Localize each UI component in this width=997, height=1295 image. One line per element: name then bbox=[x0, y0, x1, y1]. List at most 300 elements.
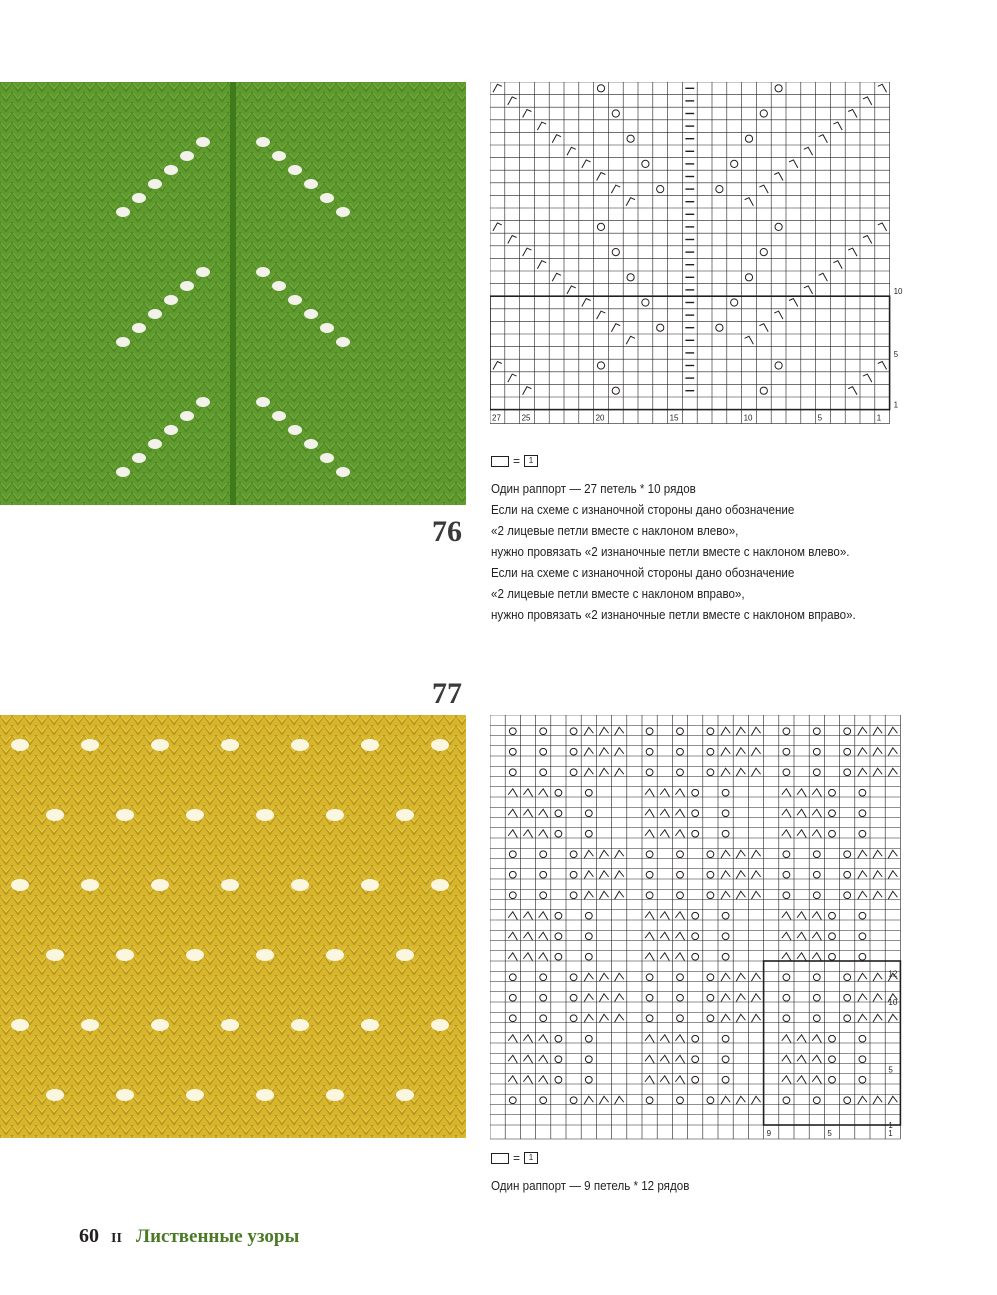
yarn-over-icon bbox=[707, 769, 714, 776]
k2tog-left-icon bbox=[508, 236, 517, 244]
yarn-over-icon bbox=[829, 810, 836, 817]
decrease-icon bbox=[523, 809, 532, 817]
eyelet-hole bbox=[180, 281, 194, 291]
k2tog-left-icon bbox=[582, 160, 591, 168]
k2tog-right-icon bbox=[804, 147, 813, 155]
eyelet-hole bbox=[396, 809, 414, 821]
eyelet-hole bbox=[288, 425, 302, 435]
yarn-over-icon bbox=[657, 186, 664, 193]
decrease-icon bbox=[782, 1055, 791, 1063]
col-label: 9 bbox=[766, 1129, 772, 1138]
eyelet-hole bbox=[148, 309, 162, 319]
k2tog-right-icon bbox=[774, 173, 783, 181]
decrease-icon bbox=[508, 912, 517, 920]
decrease-icon bbox=[858, 727, 867, 735]
eyelet-hole bbox=[116, 207, 130, 217]
row-label: 1 bbox=[893, 400, 899, 410]
eyelet-hole bbox=[326, 1089, 344, 1101]
yarn-over-icon bbox=[555, 810, 562, 817]
yarn-over-icon bbox=[555, 789, 562, 796]
eyelet-hole bbox=[326, 809, 344, 821]
eyelet-hole bbox=[116, 337, 130, 347]
decrease-icon bbox=[660, 932, 669, 940]
yarn-over-icon bbox=[707, 892, 714, 899]
yarn-over-icon bbox=[509, 851, 516, 858]
pattern-number-77: 77 bbox=[432, 677, 462, 710]
eyelet-hole bbox=[304, 439, 318, 449]
footer-separator: II bbox=[111, 1231, 122, 1246]
k2tog-right-icon bbox=[848, 110, 857, 118]
decrease-icon bbox=[812, 1055, 821, 1063]
yarn-over-icon bbox=[509, 871, 516, 878]
eyelet-hole bbox=[361, 739, 379, 751]
decrease-icon bbox=[812, 1035, 821, 1043]
decrease-icon bbox=[797, 1076, 806, 1084]
yarn-over-icon bbox=[677, 1015, 684, 1022]
yarn-over-icon bbox=[646, 974, 653, 981]
eyelet-hole bbox=[11, 739, 29, 751]
yarn-over-icon bbox=[844, 728, 851, 735]
decrease-icon bbox=[599, 850, 608, 858]
yarn-over-icon bbox=[540, 974, 547, 981]
decrease-icon bbox=[782, 1076, 791, 1084]
decrease-icon bbox=[812, 912, 821, 920]
yarn-over-icon bbox=[692, 1035, 699, 1042]
decrease-icon bbox=[721, 994, 730, 1002]
decrease-icon bbox=[539, 809, 548, 817]
eyelet-hole bbox=[256, 949, 274, 961]
decrease-icon bbox=[523, 932, 532, 940]
yarn-over-icon bbox=[692, 830, 699, 837]
yarn-over-icon bbox=[844, 748, 851, 755]
col-label: 10 bbox=[743, 413, 753, 423]
col-label: 27 bbox=[492, 413, 501, 423]
decrease-icon bbox=[736, 871, 745, 879]
yarn-over-icon bbox=[612, 387, 619, 394]
decrease-icon bbox=[873, 1096, 882, 1104]
yarn-over-icon bbox=[646, 871, 653, 878]
yarn-over-icon bbox=[570, 728, 577, 735]
decrease-icon bbox=[736, 748, 745, 756]
decrease-icon bbox=[523, 953, 532, 961]
eyelet-hole bbox=[81, 879, 99, 891]
yarn-over-icon bbox=[585, 1076, 592, 1083]
yarn-over-icon bbox=[692, 1076, 699, 1083]
yarn-over-icon bbox=[813, 892, 820, 899]
k2tog-right-icon bbox=[789, 299, 798, 307]
yarn-over-icon bbox=[570, 1015, 577, 1022]
decrease-icon bbox=[675, 1076, 684, 1084]
decrease-icon bbox=[751, 973, 760, 981]
eyelet-hole bbox=[132, 193, 146, 203]
eyelet-hole bbox=[396, 1089, 414, 1101]
yarn-over-icon bbox=[844, 974, 851, 981]
k2tog-left-icon bbox=[582, 299, 591, 307]
yarn-over-icon bbox=[859, 912, 866, 919]
decrease-icon bbox=[797, 809, 806, 817]
yarn-over-icon bbox=[859, 789, 866, 796]
eyelet-hole bbox=[320, 323, 334, 333]
eyelet-hole bbox=[11, 879, 29, 891]
decrease-icon bbox=[584, 994, 593, 1002]
yarn-over-icon bbox=[844, 1015, 851, 1022]
eyelet-hole bbox=[361, 879, 379, 891]
empty-cell-icon bbox=[491, 1153, 509, 1164]
eyelet-hole bbox=[291, 739, 309, 751]
knit-texture-76 bbox=[0, 82, 466, 505]
row-label: 10 bbox=[893, 287, 903, 297]
yarn-over-icon bbox=[646, 1097, 653, 1104]
eyelet-hole bbox=[336, 467, 350, 477]
eyelet-hole bbox=[221, 879, 239, 891]
yarn-over-icon bbox=[813, 994, 820, 1001]
decrease-icon bbox=[782, 912, 791, 920]
yarn-over-icon bbox=[540, 1097, 547, 1104]
decrease-icon bbox=[797, 1055, 806, 1063]
yarn-over-icon bbox=[646, 769, 653, 776]
eyelet-hole bbox=[148, 179, 162, 189]
decrease-icon bbox=[645, 953, 654, 961]
decrease-icon bbox=[615, 1096, 624, 1104]
yarn-over-icon bbox=[783, 769, 790, 776]
yarn-over-icon bbox=[722, 830, 729, 837]
decrease-icon bbox=[675, 1055, 684, 1063]
eyelet-hole bbox=[164, 295, 178, 305]
yarn-over-icon bbox=[829, 933, 836, 940]
decrease-icon bbox=[721, 1096, 730, 1104]
legend-76 bbox=[491, 455, 538, 467]
col-label: 1 bbox=[876, 413, 882, 423]
yarn-over-icon bbox=[555, 912, 562, 919]
yarn-over-icon bbox=[570, 871, 577, 878]
eyelet-hole bbox=[196, 397, 210, 407]
yarn-over-icon bbox=[677, 994, 684, 1001]
yarn-over-icon bbox=[540, 769, 547, 776]
k2tog-right-icon bbox=[804, 286, 813, 294]
decrease-icon bbox=[751, 768, 760, 776]
yarn-over-icon bbox=[813, 1015, 820, 1022]
yarn-over-icon bbox=[597, 223, 604, 230]
k2tog-left-icon bbox=[597, 173, 606, 181]
chart-grid bbox=[490, 715, 900, 1139]
decrease-icon bbox=[599, 1014, 608, 1022]
yarn-over-icon bbox=[760, 249, 767, 256]
yarn-over-icon bbox=[813, 851, 820, 858]
decrease-icon bbox=[645, 1055, 654, 1063]
yarn-over-icon bbox=[570, 748, 577, 755]
row-label: 10 bbox=[888, 998, 898, 1007]
decrease-icon bbox=[888, 871, 897, 879]
yarn-over-icon bbox=[692, 912, 699, 919]
yarn-over-icon bbox=[722, 789, 729, 796]
yarn-over-icon bbox=[844, 1097, 851, 1104]
decrease-icon bbox=[508, 1055, 517, 1063]
yarn-over-icon bbox=[555, 1056, 562, 1063]
eyelet-hole bbox=[11, 1019, 29, 1031]
eyelet-hole bbox=[186, 1089, 204, 1101]
yarn-over-icon bbox=[585, 912, 592, 919]
k2tog-right-icon bbox=[759, 185, 768, 193]
yarn-over-icon bbox=[829, 1076, 836, 1083]
yarn-over-icon bbox=[555, 830, 562, 837]
description-line: нужно провязать «2 изнаночные петли вместе с наклоном вправо». bbox=[491, 607, 856, 622]
yarn-over-icon bbox=[677, 748, 684, 755]
decrease-icon bbox=[615, 1014, 624, 1022]
yarn-over-icon bbox=[783, 1097, 790, 1104]
eyelet-hole bbox=[272, 411, 286, 421]
swatch-photo-77 bbox=[0, 715, 466, 1138]
k2tog-left-icon bbox=[626, 198, 635, 206]
decrease-icon bbox=[782, 932, 791, 940]
decrease-icon bbox=[858, 891, 867, 899]
decrease-icon bbox=[858, 994, 867, 1002]
decrease-icon bbox=[615, 748, 624, 756]
yarn-over-icon bbox=[775, 85, 782, 92]
k2tog-left-icon bbox=[552, 135, 561, 143]
k2tog-left-icon bbox=[567, 286, 576, 294]
page-footer bbox=[79, 1225, 299, 1248]
decrease-icon bbox=[812, 789, 821, 797]
decrease-icon bbox=[584, 727, 593, 735]
empty-cell-icon bbox=[491, 456, 509, 467]
k2tog-right-icon bbox=[774, 311, 783, 319]
decrease-icon bbox=[873, 850, 882, 858]
yarn-over-icon bbox=[859, 1056, 866, 1063]
decrease-icon bbox=[797, 830, 806, 838]
k2tog-left-icon bbox=[493, 84, 502, 92]
decrease-icon bbox=[615, 973, 624, 981]
decrease-icon bbox=[584, 748, 593, 756]
decrease-icon bbox=[797, 789, 806, 797]
eyelet-hole bbox=[132, 323, 146, 333]
description-line: Один раппорт — 27 петель * 10 рядов bbox=[491, 481, 696, 496]
decrease-icon bbox=[782, 830, 791, 838]
legend-equals: = bbox=[513, 453, 521, 468]
k2tog-right-icon bbox=[833, 261, 842, 269]
yarn-over-icon bbox=[783, 728, 790, 735]
yarn-over-icon bbox=[707, 994, 714, 1001]
yarn-over-icon bbox=[585, 789, 592, 796]
eyelet-hole bbox=[180, 411, 194, 421]
decrease-icon bbox=[812, 830, 821, 838]
yarn-over-icon bbox=[692, 810, 699, 817]
k2tog-right-icon bbox=[878, 223, 887, 231]
yarn-over-icon bbox=[707, 974, 714, 981]
eyelet-hole bbox=[288, 165, 302, 175]
yarn-over-icon bbox=[707, 728, 714, 735]
chart-symbols bbox=[493, 84, 887, 394]
eyelet-hole bbox=[81, 739, 99, 751]
yarn-over-icon bbox=[722, 810, 729, 817]
decrease-icon bbox=[599, 768, 608, 776]
swatch-photo-76 bbox=[0, 82, 466, 505]
k2tog-left-icon bbox=[537, 261, 546, 269]
k2tog-left-icon bbox=[523, 387, 532, 395]
yarn-over-icon bbox=[775, 223, 782, 230]
decrease-icon bbox=[721, 871, 730, 879]
col-label: 20 bbox=[595, 413, 605, 423]
row-label: 5 bbox=[893, 350, 899, 360]
yarn-over-icon bbox=[844, 994, 851, 1001]
eyelet-hole bbox=[396, 949, 414, 961]
yarn-over-icon bbox=[859, 953, 866, 960]
yarn-over-icon bbox=[570, 1097, 577, 1104]
decrease-icon bbox=[888, 727, 897, 735]
eyelet-hole bbox=[221, 1019, 239, 1031]
decrease-icon bbox=[721, 768, 730, 776]
decrease-icon bbox=[782, 789, 791, 797]
decrease-icon bbox=[782, 809, 791, 817]
yarn-over-icon bbox=[783, 974, 790, 981]
decrease-icon bbox=[615, 891, 624, 899]
decrease-icon bbox=[751, 1014, 760, 1022]
decrease-icon bbox=[858, 850, 867, 858]
decrease-icon bbox=[508, 932, 517, 940]
decrease-icon bbox=[645, 912, 654, 920]
k2tog-right-icon bbox=[819, 135, 828, 143]
yarn-over-icon bbox=[509, 1097, 516, 1104]
yarn-over-icon bbox=[509, 748, 516, 755]
decrease-icon bbox=[660, 912, 669, 920]
decrease-icon bbox=[599, 748, 608, 756]
decrease-icon bbox=[858, 748, 867, 756]
decrease-icon bbox=[873, 1014, 882, 1022]
yarn-over-icon bbox=[707, 748, 714, 755]
yarn-over-icon bbox=[597, 362, 604, 369]
decrease-icon bbox=[888, 850, 897, 858]
k2tog-right-icon bbox=[789, 160, 798, 168]
decrease-icon bbox=[539, 1076, 548, 1084]
eyelet-hole bbox=[116, 949, 134, 961]
decrease-icon bbox=[751, 871, 760, 879]
k2tog-left-icon bbox=[567, 147, 576, 155]
eyelet-hole bbox=[361, 1019, 379, 1031]
yarn-over-icon bbox=[585, 1056, 592, 1063]
eyelet-hole bbox=[116, 467, 130, 477]
decrease-icon bbox=[539, 1055, 548, 1063]
yarn-over-icon bbox=[775, 362, 782, 369]
knit-stitch-icon: 1 bbox=[524, 455, 538, 467]
decrease-icon bbox=[599, 973, 608, 981]
k2tog-left-icon bbox=[493, 223, 502, 231]
eyelet-hole bbox=[291, 879, 309, 891]
k2tog-right-icon bbox=[833, 122, 842, 130]
eyelet-hole bbox=[272, 151, 286, 161]
decrease-icon bbox=[539, 1035, 548, 1043]
decrease-icon bbox=[584, 1014, 593, 1022]
decrease-icon bbox=[615, 768, 624, 776]
k2tog-left-icon bbox=[597, 311, 606, 319]
yarn-over-icon bbox=[677, 769, 684, 776]
decrease-icon bbox=[736, 768, 745, 776]
decrease-icon bbox=[782, 953, 791, 961]
yarn-over-icon bbox=[585, 1035, 592, 1042]
yarn-over-icon bbox=[707, 1097, 714, 1104]
decrease-icon bbox=[523, 1076, 532, 1084]
yarn-over-icon bbox=[555, 953, 562, 960]
yarn-over-icon bbox=[692, 953, 699, 960]
decrease-icon bbox=[675, 953, 684, 961]
eyelet-hole bbox=[196, 267, 210, 277]
k2tog-left-icon bbox=[523, 248, 532, 256]
eyelet-hole bbox=[116, 809, 134, 821]
yarn-over-icon bbox=[722, 933, 729, 940]
description-77 bbox=[491, 1175, 689, 1196]
yarn-over-icon bbox=[745, 274, 752, 281]
decrease-icon bbox=[539, 932, 548, 940]
decrease-icon bbox=[797, 1035, 806, 1043]
decrease-icon bbox=[599, 1096, 608, 1104]
yarn-over-icon bbox=[612, 110, 619, 117]
decrease-icon bbox=[523, 1035, 532, 1043]
eyelet-hole bbox=[272, 281, 286, 291]
decrease-icon bbox=[797, 912, 806, 920]
eyelet-hole bbox=[81, 1019, 99, 1031]
yarn-over-icon bbox=[570, 974, 577, 981]
k2tog-left-icon bbox=[508, 97, 517, 105]
yarn-over-icon bbox=[813, 871, 820, 878]
decrease-icon bbox=[523, 830, 532, 838]
decrease-icon bbox=[721, 727, 730, 735]
yarn-over-icon bbox=[642, 160, 649, 167]
yarn-over-icon bbox=[722, 953, 729, 960]
yarn-over-icon bbox=[540, 994, 547, 1001]
yarn-over-icon bbox=[677, 892, 684, 899]
yarn-over-icon bbox=[570, 769, 577, 776]
eyelet-hole bbox=[256, 809, 274, 821]
yarn-over-icon bbox=[760, 110, 767, 117]
yarn-over-icon bbox=[829, 912, 836, 919]
k2tog-right-icon bbox=[759, 324, 768, 332]
decrease-icon bbox=[675, 1035, 684, 1043]
yarn-over-icon bbox=[677, 871, 684, 878]
decrease-icon bbox=[599, 871, 608, 879]
decrease-icon bbox=[615, 994, 624, 1002]
decrease-icon bbox=[782, 1035, 791, 1043]
description-76 bbox=[491, 478, 856, 625]
decrease-icon bbox=[736, 727, 745, 735]
yarn-over-icon bbox=[657, 324, 664, 331]
description-line: Один раппорт — 9 петель * 12 рядов bbox=[491, 1178, 690, 1193]
decrease-icon bbox=[888, 1014, 897, 1022]
decrease-icon bbox=[812, 809, 821, 817]
knitting-chart-76 bbox=[490, 82, 910, 442]
decrease-icon bbox=[660, 1055, 669, 1063]
decrease-icon bbox=[858, 768, 867, 776]
eyelet-hole bbox=[256, 267, 270, 277]
decrease-icon bbox=[812, 953, 821, 961]
decrease-icon bbox=[523, 1055, 532, 1063]
decrease-icon bbox=[645, 1035, 654, 1043]
eyelet-hole bbox=[431, 1019, 449, 1031]
decrease-icon bbox=[858, 1096, 867, 1104]
yarn-over-icon bbox=[813, 748, 820, 755]
yarn-over-icon bbox=[722, 1076, 729, 1083]
description-line: Если на схеме с изнаночной стороны дано обозначение bbox=[491, 565, 795, 580]
k2tog-right-icon bbox=[878, 84, 887, 92]
yarn-over-icon bbox=[540, 871, 547, 878]
eyelet-hole bbox=[186, 809, 204, 821]
decrease-icon bbox=[539, 912, 548, 920]
k2tog-right-icon bbox=[745, 336, 754, 344]
yarn-over-icon bbox=[646, 851, 653, 858]
decrease-icon bbox=[736, 1014, 745, 1022]
decrease-icon bbox=[584, 871, 593, 879]
yarn-over-icon bbox=[859, 810, 866, 817]
decrease-icon bbox=[675, 789, 684, 797]
k2tog-left-icon bbox=[508, 374, 517, 382]
decrease-icon bbox=[858, 973, 867, 981]
